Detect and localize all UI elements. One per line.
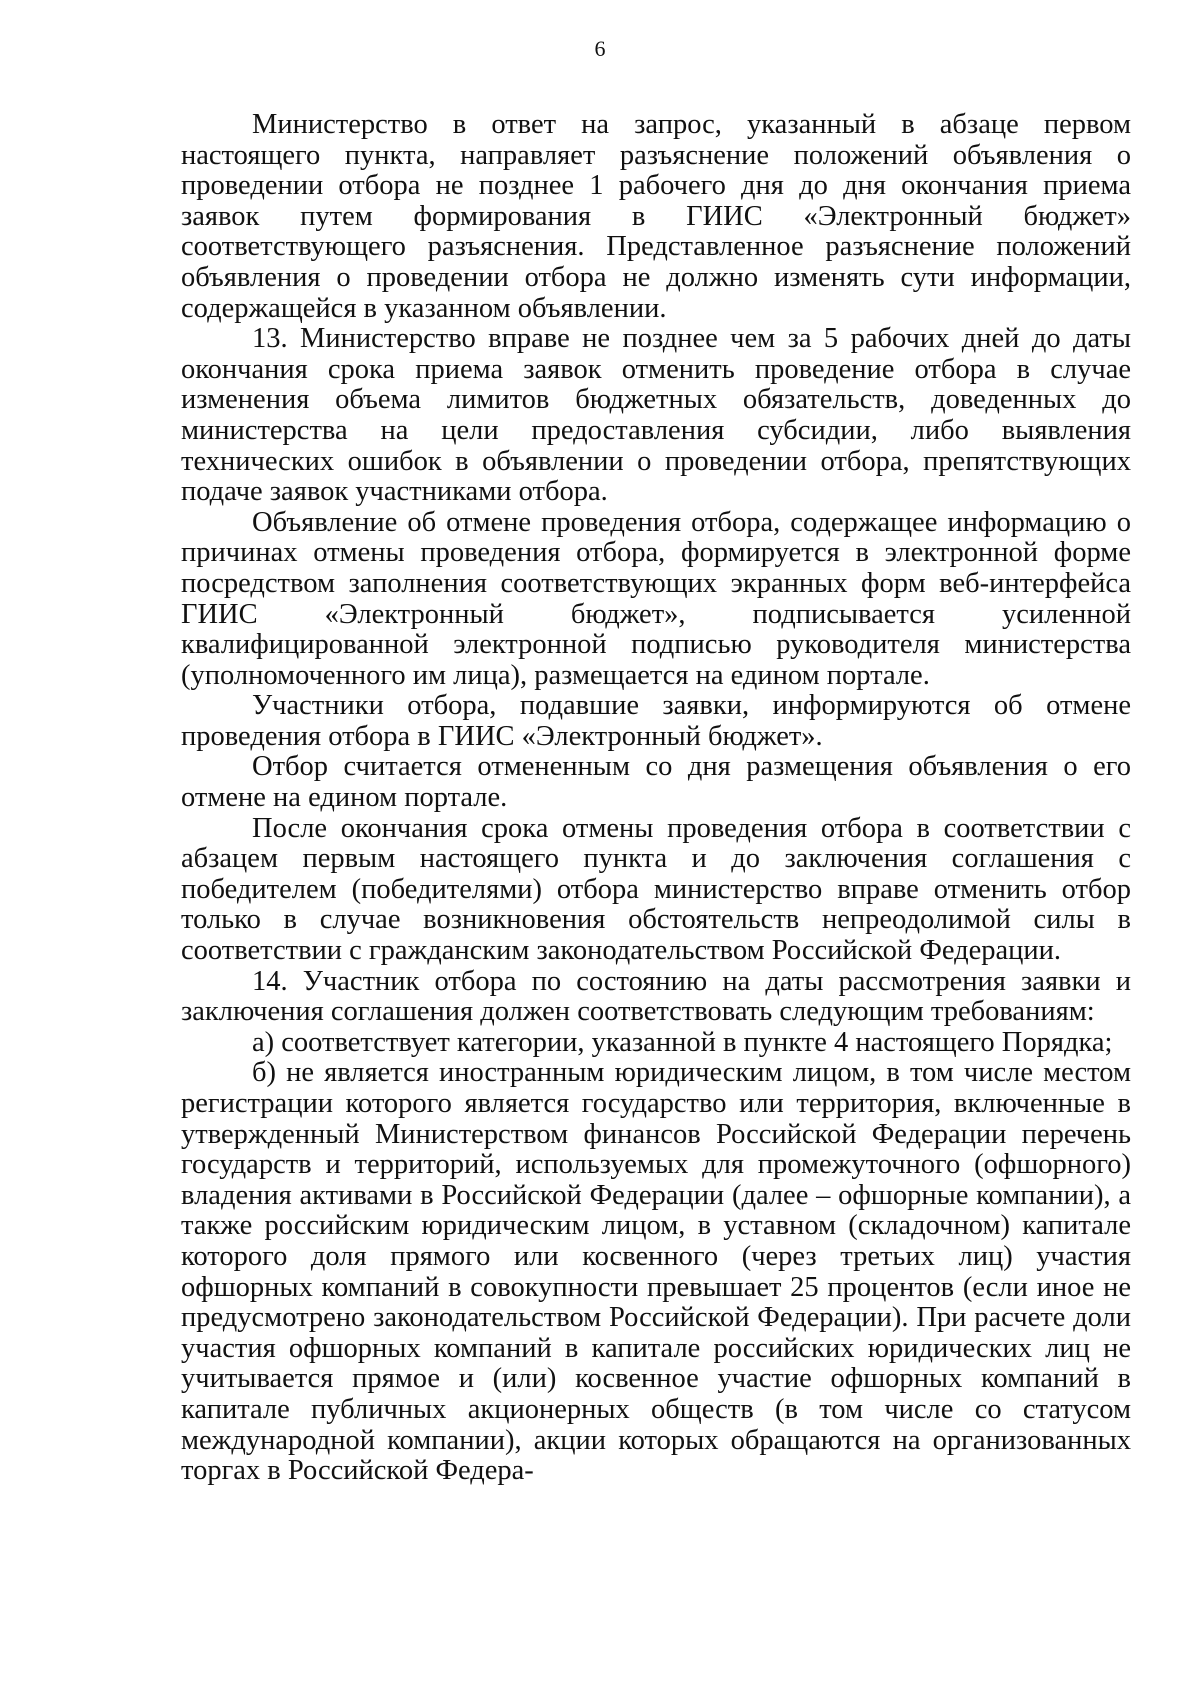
- paragraph-cancellation-effective: Отбор считается отмененным со дня размещения объявления о его отмене на едином портале.: [181, 751, 1131, 814]
- paragraph-14-requirements: 14. Участник отбора по состоянию на даты рассмотрения заявки и заключения соглашения должен соответствовать следующим требованиям:: [181, 965, 1131, 1028]
- paragraph-13-cancellation-right: 13. Министерство вправе не позднее чем за 5 рабочих дней до даты окончания срока приема заявок отменить проведение отбора в случае изменения объема лимитов бюджетных обязательств, доведенных до министерства на цели предоставления субсидии, либо выявления технических ошибок в объявлении о проведении отбора, препятствующих подаче заявок участниками отбора.: [181, 323, 1131, 508]
- page-number: 6: [594, 36, 606, 61]
- paragraph-clarification-response: Министерство в ответ на запрос, указанный в абзаце первом настоящего пункта, направляет разъяснение положений объявления о проведении отбора не позднее 1 рабочего дня до дня окончания приема заявок путем формирования в ГИИС «Электронный бюджет» соответствующего разъяснения. Представленное разъяснение положений объявления о проведении отбора не должно изменять сути информации, содержащейся в указанном объявлении.: [181, 109, 1131, 324]
- paragraph-participants-informed: Участники отбора, подавшие заявки, информируются об отмене проведения отбора в ГИИС «Электронный бюджет».: [181, 690, 1131, 752]
- requirement-item-b: б) не является иностранным юридическим лицом, в том числе местом регистрации которого является государство или территория, включенные в утвержденный Министерством финансов Российской Федерации перечень государств и территорий, используемых для промежуточного (офшорного) владения активами в Российской Федерации (далее – офшорные компании), а также российским юридическим лицом, в уставном (складочном) капитале которого доля прямого или косвенного (через третьих лиц) участия офшорных компаний в совокупности превышает 25 процентов (если иное не предусмотрено законодательством Российской Федерации). При расчете доли участия офшорных компаний в капитале российских юридических лиц не учитывается прямое и (или) косвенное участие офшорных компаний в капитале публичных акционерных обществ (в том числе со статусом международной компании), акции которых обращаются на организованных торгах в Российской Федера-: [181, 1057, 1131, 1487]
- paragraph-cancellation-announcement: Объявление об отмене проведения отбора, содержащее информацию о причинах отмены проведения отбора, формируется в электронной форме посредством заполнения соответствующих экранных форм веб-интерфейса ГИИС «Электронный бюджет», подписывается усиленной квалифицированной электронной подписью руководителя министерства (уполномоченного им лица), размещается на едином портале.: [181, 506, 1131, 691]
- paragraph-force-majeure: После окончания срока отмены проведения отбора в соответствии с абзацем первым настоящего пункта и до заключения соглашения с победителем (победителями) отбора министерство вправе отменить отбор только в случае возникновения обстоятельств непреодолимой силы в соответствии с гражданским законодательством Российской Федерации.: [181, 812, 1131, 967]
- requirement-item-a: а) соответствует категории, указанной в пункте 4 настоящего Порядка;: [252, 1026, 1113, 1058]
- document-body: [181, 110, 1131, 1487]
